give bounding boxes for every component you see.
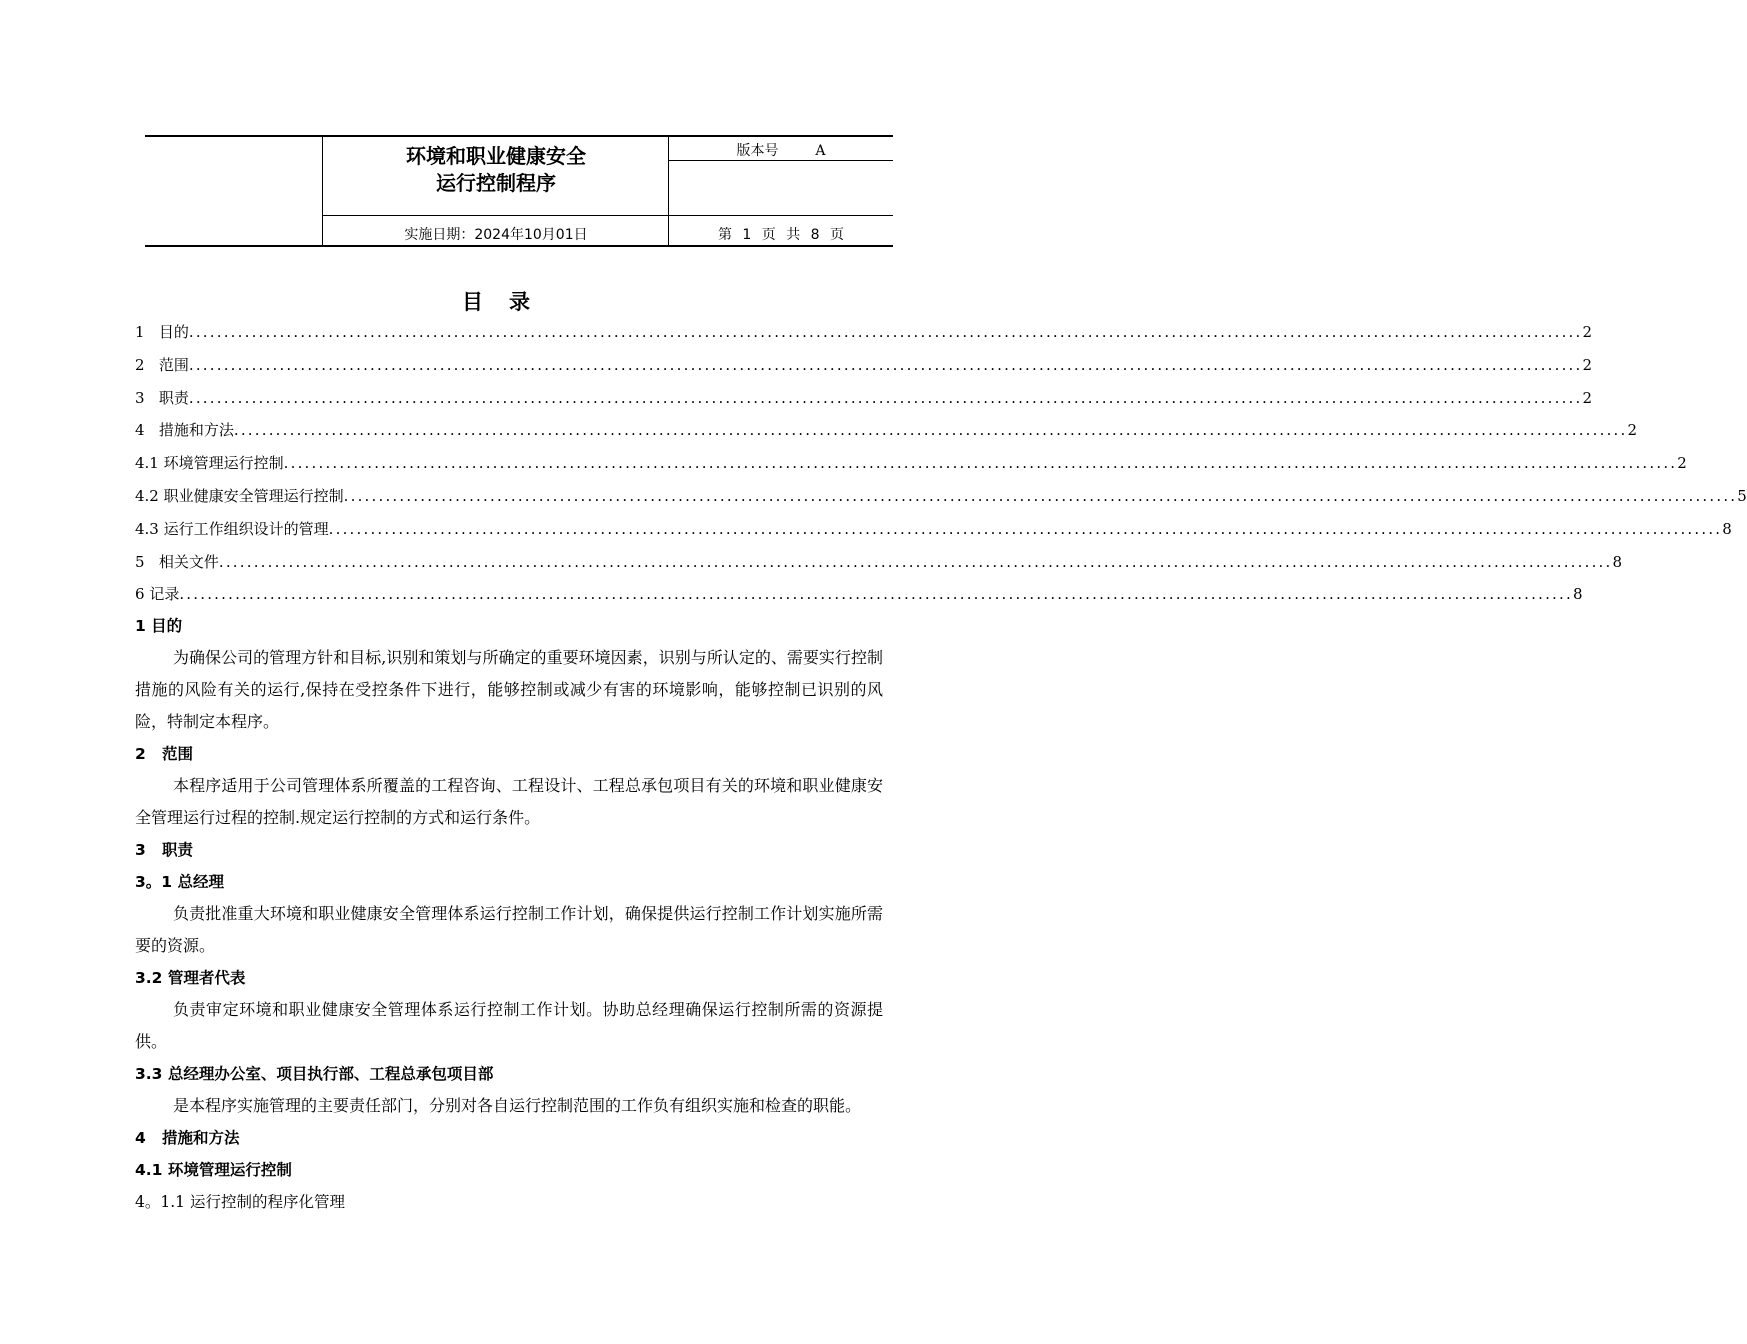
document-body	[135, 610, 883, 1218]
subsection-heading: 4.1 环境管理运行控制	[135, 1161, 292, 1179]
toc-entry-number: 2	[135, 355, 159, 374]
toc-entry-page: 8	[1722, 519, 1732, 538]
toc-entry-label: 环境管理运行控制	[163, 454, 284, 473]
toc-entry-number: 4.3	[135, 519, 164, 538]
toc-entry-label: 目的	[158, 323, 189, 341]
toc-entry-label: 职业健康安全管理运行控制	[163, 486, 344, 505]
header-bottom-rule	[145, 245, 893, 247]
sub-subsection-heading: 4。1.1 运行控制的程序化管理	[135, 1193, 345, 1211]
toc-entry-number: 4.2	[135, 486, 164, 505]
toc-leader-dots: ........................................................................................................................................................................................................	[188, 388, 1583, 407]
header-mid-rule	[323, 215, 893, 216]
toc-entry-page: 5	[1737, 486, 1747, 505]
toc-entry-page: 8	[1612, 552, 1623, 571]
toc-entry[interactable]	[135, 349, 1593, 382]
section-heading: 1 目的	[135, 617, 183, 635]
effective-date: 实施日期：2024年10月01日	[404, 227, 588, 243]
section-paragraph: 为确保公司的管理方针和目标,识别和策划与所确定的重要环境因素，识别与所认定的、需要实行控制措施的风险有关的运行,保持在受控条件下进行，能够控制或减少有害的环境影响，能够控制已识别的风险，特制定本程序。	[135, 648, 883, 731]
subsection-heading: 3.2 管理者代表	[135, 969, 246, 987]
toc-entry[interactable]	[135, 316, 1593, 349]
toc-entry-label: 职责	[158, 388, 189, 407]
subsection-heading: 3。1 总经理	[135, 873, 224, 891]
toc-entry[interactable]	[135, 546, 1623, 579]
toc-entry-page: 2	[1627, 421, 1638, 440]
toc-entry-page: 8	[1572, 585, 1583, 604]
section-paragraph: 本程序适用于公司管理体系所覆盖的工程咨询、工程设计、工程总承包项目有关的环境和职业健康安全管理运行过程的控制.规定运行控制的方式和运行条件。	[135, 776, 883, 827]
toc-leader-dots: ........................................................................................................................................................................................................	[283, 454, 1678, 473]
toc-entry-number: 5	[135, 552, 159, 571]
document-header-table	[145, 135, 893, 247]
version-label: 版本号	[736, 143, 779, 159]
version-value: A	[815, 143, 826, 159]
table-of-contents	[135, 316, 1747, 611]
version-cell	[669, 141, 893, 161]
header-top-rule	[145, 135, 893, 137]
toc-entry-page: 2	[1582, 355, 1593, 374]
toc-entry-label: 相关文件	[158, 552, 219, 571]
toc-entry-number: 6	[135, 585, 150, 604]
toc-leader-dots: ........................................................................................................................................................................................................	[188, 323, 1583, 341]
toc-entry[interactable]	[135, 447, 1687, 480]
toc-entry[interactable]	[135, 382, 1593, 415]
toc-entry-number: 1	[135, 323, 159, 341]
toc-entry-page: 2	[1677, 454, 1687, 473]
toc-entry-label: 措施和方法	[158, 421, 234, 440]
toc-leader-dots: ........................................................................................................................................................................................................	[343, 486, 1738, 505]
toc-entry-label: 运行工作组织设计的管理	[163, 519, 329, 538]
toc-entry-number: 4.1	[135, 454, 164, 473]
section-heading: 2 范围	[135, 745, 193, 763]
document-title-line2: 运行控制程序	[436, 171, 556, 195]
toc-leader-dots: ........................................................................................................................................................................................................	[218, 552, 1613, 571]
toc-entry[interactable]	[135, 578, 1583, 611]
toc-entry-page: 2	[1582, 388, 1593, 407]
subsection-heading: 3.3 总经理办公室、项目执行部、工程总承包项目部	[135, 1065, 494, 1083]
toc-entry-label: 记录	[149, 585, 180, 604]
toc-entry-number: 3	[135, 388, 159, 407]
toc-leader-dots: ........................................................................................................................................................................................................	[188, 355, 1583, 374]
document-title-line1: 环境和职业健康安全	[406, 144, 586, 168]
toc-entry-page: 2	[1582, 323, 1593, 341]
toc-entry[interactable]	[135, 513, 1732, 546]
toc-leader-dots: ........................................................................................................................................................................................................	[328, 519, 1723, 538]
toc-entry[interactable]	[135, 480, 1747, 513]
toc-leader-dots: ........................................................................................................................................................................................................	[179, 585, 1573, 604]
toc-entry-number: 4	[135, 421, 159, 440]
section-paragraph: 是本程序实施管理的主要责任部门，分别对各自运行控制范围的工作负有组织实施和检查的职能。	[173, 1096, 862, 1115]
page-info: 第 1 页 共 8 页	[717, 227, 845, 243]
toc-entry-label: 范围	[158, 355, 189, 374]
section-paragraph: 负责批准重大环境和职业健康安全管理体系运行控制工作计划，确保提供运行控制工作计划实施所需要的资源。	[135, 904, 883, 955]
section-paragraph: 负责审定环境和职业健康安全管理体系运行控制工作计划。协助总经理确保运行控制所需的资源提供。	[135, 1000, 883, 1051]
section-heading: 3 职责	[135, 841, 193, 859]
toc-entry[interactable]	[135, 414, 1638, 447]
toc-leader-dots: ........................................................................................................................................................................................................	[233, 421, 1628, 440]
toc-title: 目录	[462, 290, 556, 314]
section-heading: 4 措施和方法	[135, 1129, 240, 1147]
document-title	[323, 143, 669, 197]
